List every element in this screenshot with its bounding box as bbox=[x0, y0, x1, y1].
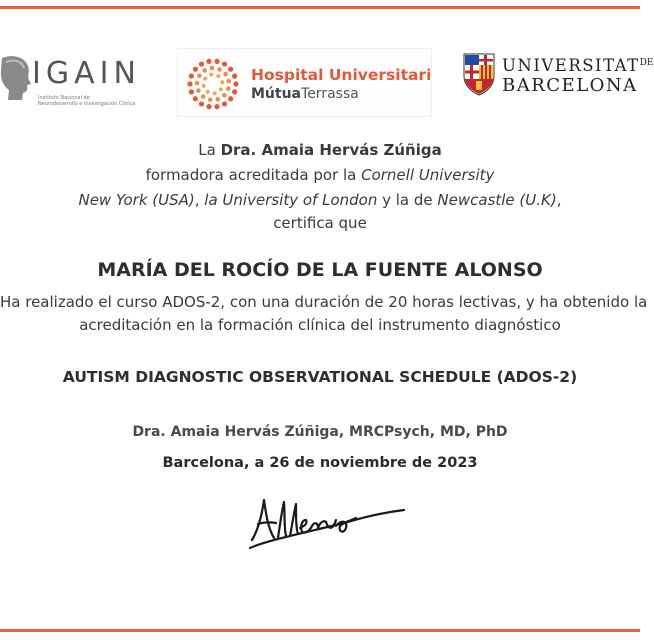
hospital-logo-dot bbox=[197, 73, 202, 78]
hospital-logo-dot bbox=[217, 67, 222, 72]
hospital-logo-dot bbox=[199, 61, 204, 66]
accredited-prefix: formadora acreditada por la bbox=[145, 166, 362, 184]
hospital-logo-dot bbox=[203, 77, 207, 81]
accreditation-line bbox=[0, 166, 640, 184]
hospital-logo-dot bbox=[208, 97, 213, 102]
hospital-logo-dot bbox=[222, 61, 227, 66]
top-border-line bbox=[0, 6, 640, 9]
university-barcelona-logo bbox=[462, 52, 654, 98]
hospital-logo-dot bbox=[215, 97, 220, 102]
hospital-logo-dot bbox=[226, 86, 231, 91]
hospital-logo-dot bbox=[199, 101, 204, 106]
hospital-logo-dot bbox=[214, 104, 219, 109]
igain-logo bbox=[0, 52, 150, 112]
new-york-usa: New York (USA) bbox=[78, 191, 195, 209]
hospital-name-terrassa: Terrassa bbox=[301, 86, 359, 102]
university-name-line1 bbox=[502, 56, 654, 75]
course-description-line2: acreditación en la formación clínica del instrumento diagnóstico bbox=[79, 316, 561, 334]
hospital-logo-dot bbox=[233, 81, 238, 86]
hospital-logo-dot bbox=[187, 81, 192, 86]
hospital-logo-dot bbox=[209, 73, 213, 77]
signer-credentials: Dra. Amaia Hervás Zúñiga, MRCPsych, MD, PhD bbox=[132, 424, 508, 440]
issuer-prefix: La bbox=[198, 141, 221, 159]
hospital-logo-dot bbox=[222, 101, 227, 106]
university-word: UNIVERSITAT bbox=[502, 56, 640, 75]
hospital-logo-dot bbox=[193, 67, 198, 72]
hospital-logo-dot bbox=[214, 59, 219, 64]
comma-separator: , bbox=[194, 191, 205, 209]
hospital-logo-dot bbox=[189, 74, 194, 79]
university-de: DE bbox=[639, 58, 654, 68]
hospital-logo-dot bbox=[223, 72, 228, 77]
newcastle-uk: Newcastle (U.K) bbox=[437, 191, 557, 209]
handwritten-signature bbox=[248, 492, 408, 554]
hospital-dots-icon bbox=[186, 57, 240, 111]
hospital-logo-dot bbox=[228, 67, 233, 72]
hospital-logo-dot bbox=[202, 68, 207, 73]
hospital-logo-dot bbox=[206, 104, 211, 109]
university-crest-icon bbox=[462, 52, 496, 96]
hospital-logo-dot bbox=[189, 89, 194, 94]
hospital-logo-dot bbox=[210, 66, 215, 71]
place-and-date: Barcelona, a 26 de noviembre de 2023 bbox=[162, 455, 478, 471]
university-of-london: la University of London bbox=[204, 191, 378, 209]
hospital-logo-dot bbox=[226, 79, 231, 84]
hospital-logo-dot bbox=[202, 84, 206, 88]
hospital-logo-dot bbox=[232, 74, 237, 79]
hospital-name-line1: Hospital Universitari bbox=[251, 66, 432, 84]
hospital-logo-dot bbox=[220, 80, 224, 84]
university-name-line2: BARCELONA bbox=[502, 75, 638, 96]
cornell-university: Cornell University bbox=[361, 166, 495, 184]
issuer-line bbox=[0, 141, 640, 159]
hospital-logo-dot bbox=[206, 59, 211, 64]
course-title: AUTISM DIAGNOSTIC OBSERVATIONAL SCHEDULE (ADOS-2) bbox=[62, 368, 578, 386]
hospital-logo-dot bbox=[193, 96, 198, 101]
hospital-logo-dot bbox=[206, 90, 210, 94]
hospital-logo-dot bbox=[216, 74, 220, 78]
hospital-logo-dot bbox=[232, 89, 237, 94]
hospital-logo-dot bbox=[213, 91, 217, 95]
igain-name: IGAIN bbox=[32, 56, 141, 91]
hospital-logo bbox=[177, 48, 432, 117]
hospital-logo-dot bbox=[201, 94, 206, 99]
and-the: y la de bbox=[377, 191, 438, 209]
institutions-line bbox=[0, 191, 640, 209]
certifies-line: certifica que bbox=[273, 214, 367, 232]
recipient-name: MARÍA DEL ROCÍO DE LA FUENTE ALONSO bbox=[97, 259, 543, 281]
comma-end: , bbox=[556, 191, 562, 209]
issuer-name: Dra. Amaia Hervás Zúñiga bbox=[220, 141, 442, 159]
hospital-logo-dot bbox=[222, 93, 227, 98]
course-description-line1: Ha realizado el curso ADOS-2, con una duración de 20 horas lectivas, y ha obtenido la bbox=[0, 293, 648, 311]
igain-subtitle: Instituto Nacional de Neurodesarrollo e Investigación Clínica bbox=[38, 95, 136, 107]
hospital-logo-dot bbox=[196, 88, 201, 93]
hospital-logo-dot bbox=[195, 81, 200, 86]
hospital-name-line2 bbox=[251, 86, 359, 102]
face-profile-icon bbox=[0, 54, 34, 102]
hospital-name-mutua: Mútua bbox=[251, 86, 302, 102]
bottom-border-line bbox=[0, 629, 640, 632]
hospital-logo-dot bbox=[219, 87, 223, 91]
hospital-logo-dot bbox=[228, 96, 233, 101]
